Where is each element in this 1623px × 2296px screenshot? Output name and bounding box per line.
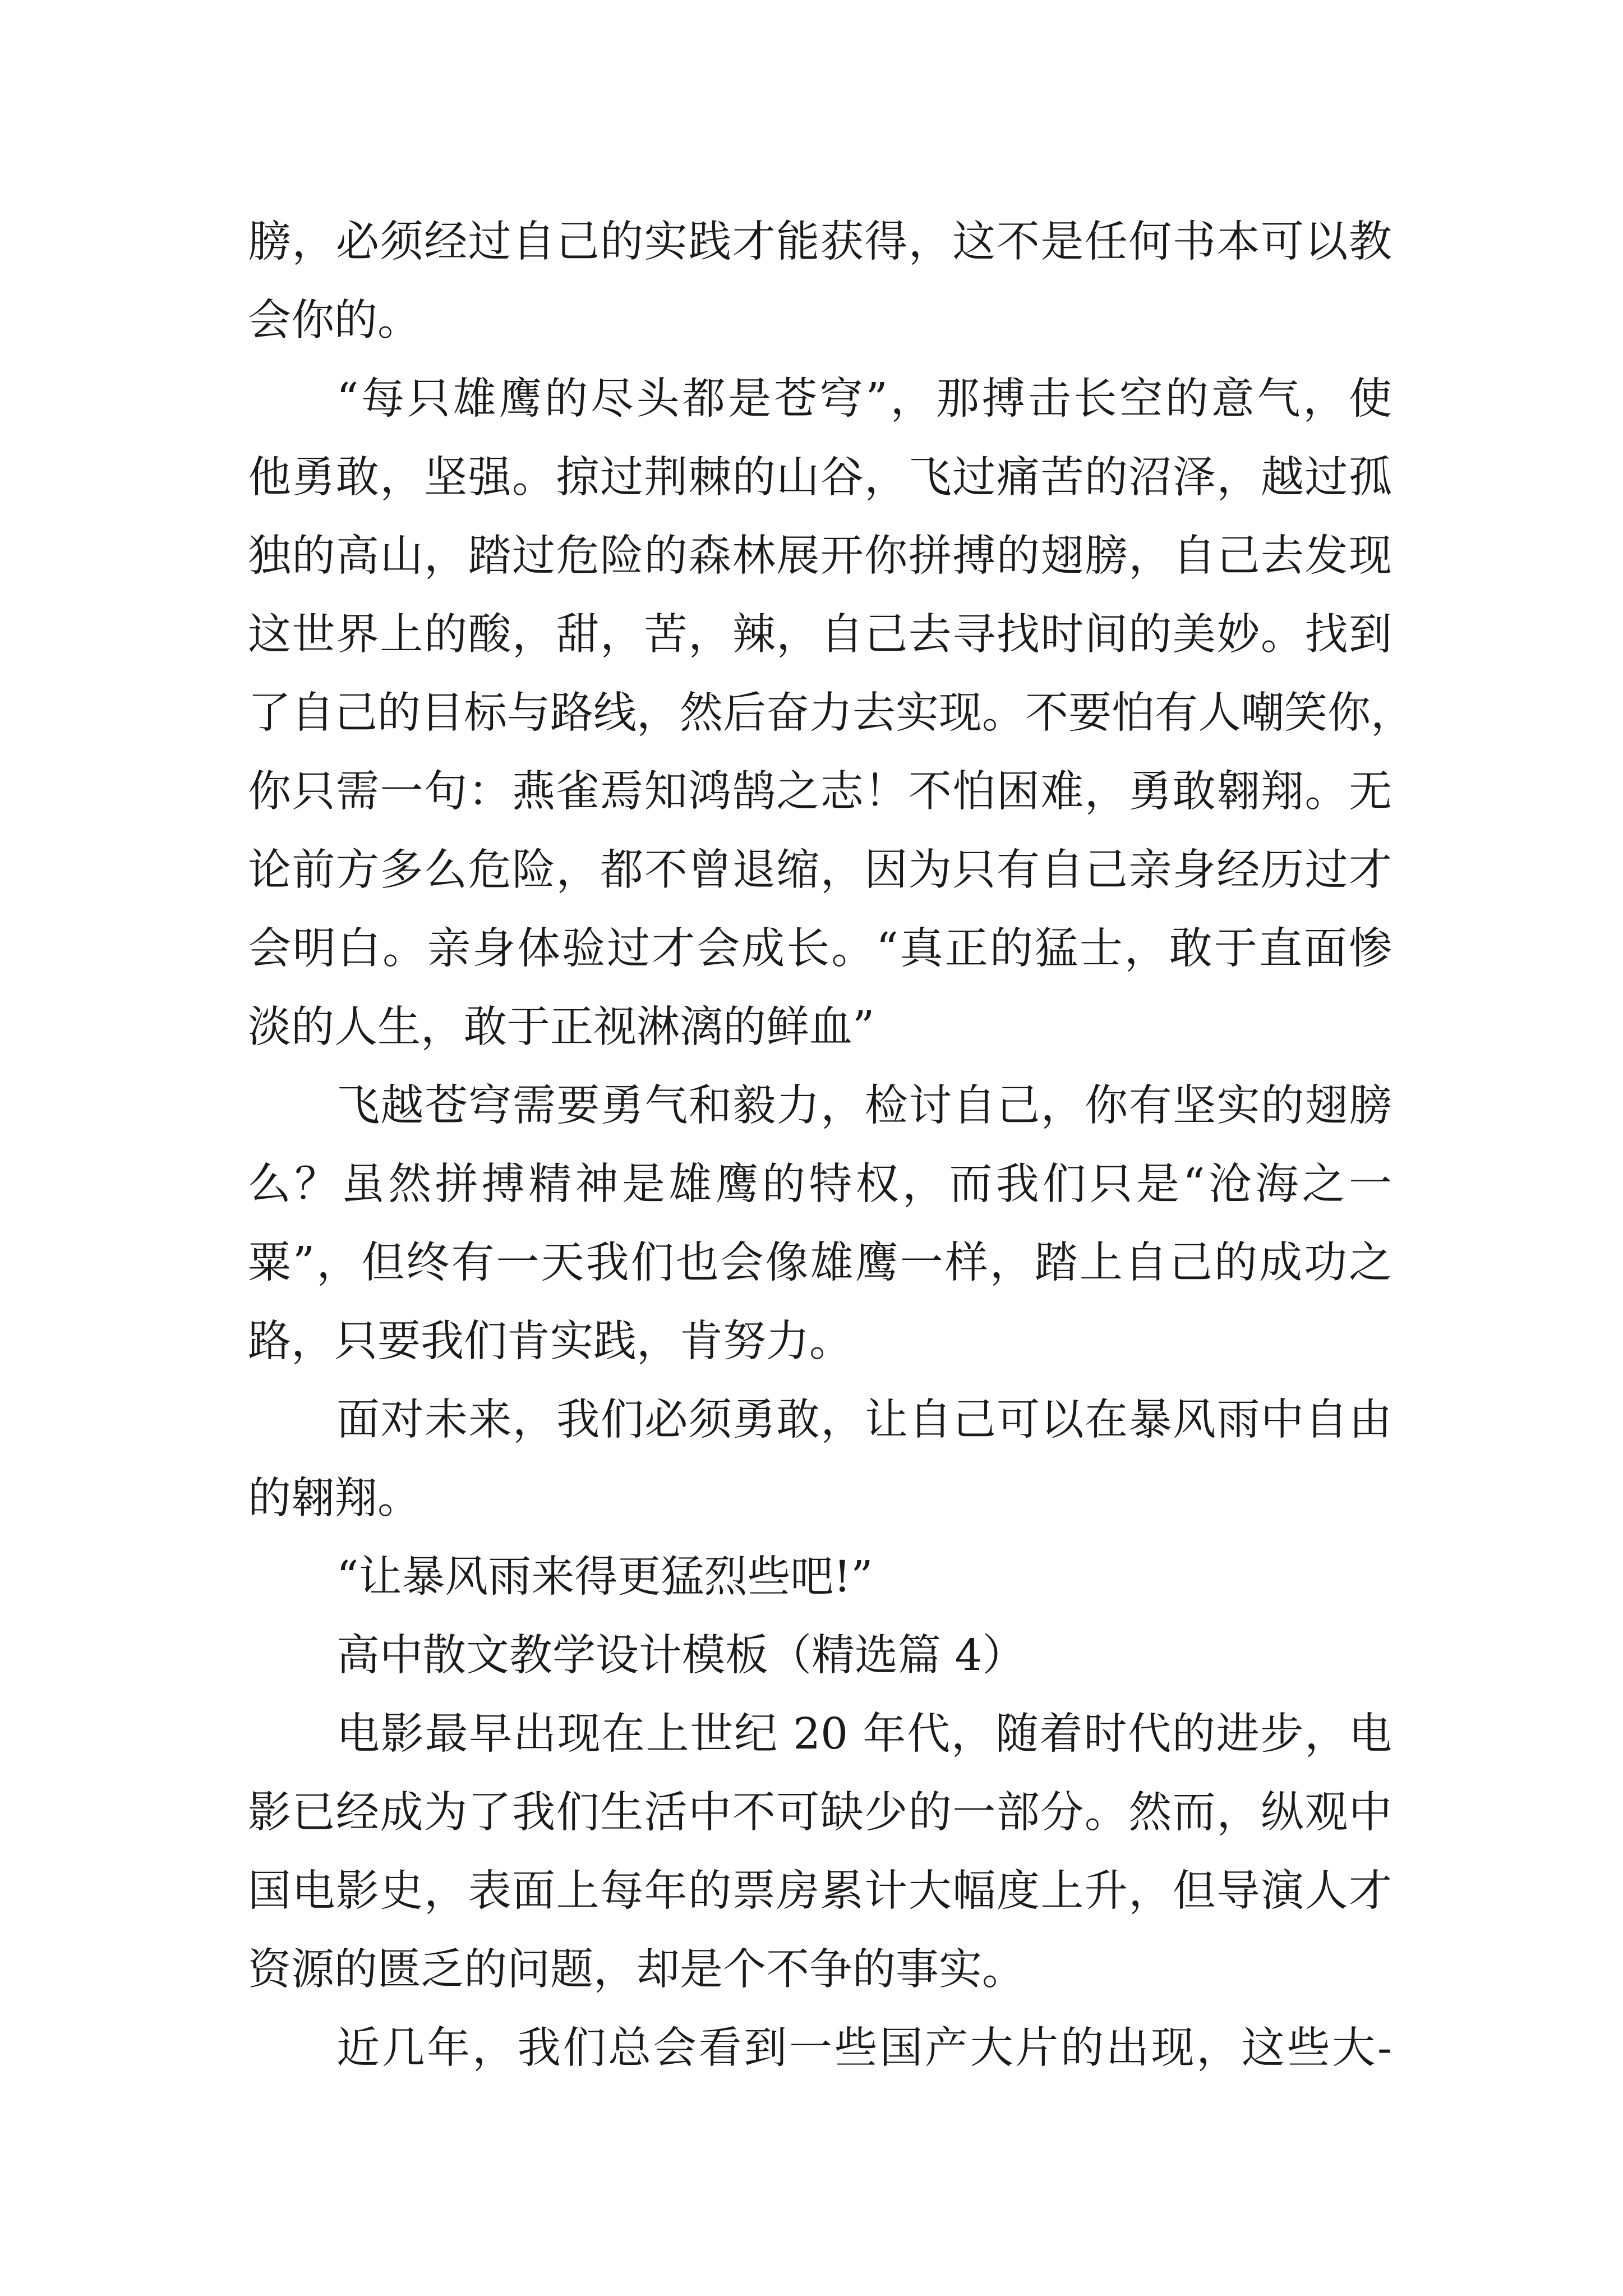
- text-line: 近几年，我们总会看到一些国产大片的出现，这些大-: [336, 2023, 1392, 2073]
- text-line: 么？虽然拼搏精神是雄鹰的特权，而我们只是“沧海之一: [248, 1159, 1392, 1209]
- text-line: “每只雄鹰的尽头都是苍穹”，那搏击长空的意气，使: [336, 374, 1392, 424]
- text-line: 膀，必须经过自己的实践才能获得，这不是任何书本可以教: [248, 217, 1392, 267]
- text-line: 会你的。: [248, 296, 421, 346]
- text-line: 论前方多么危险，都不曾退缩，因为只有自己亲身经历过才: [248, 845, 1392, 895]
- text-line: 资源的匮乏的问题，却是个不争的事实。: [248, 1945, 1025, 1995]
- text-line: 了自己的目标与路线，然后奋力去实现。不要怕有人嘲笑你，: [248, 688, 1414, 738]
- text-line: 面对未来，我们必须勇敢，让自己可以在暴风雨中自由: [336, 1395, 1392, 1445]
- text-line: 粟”，但终有一天我们也会像雄鹰一样，踏上自己的成功之: [248, 1238, 1392, 1288]
- text-line: 电影最早出现在上世纪 20 年代，随着时代的进步，电: [336, 1709, 1392, 1759]
- text-line: 独的高山，踏过危险的森林展开你拼搏的翅膀，自己去发现: [248, 531, 1392, 581]
- text-line: 他勇敢，坚强。掠过荆棘的山谷，飞过痛苦的沼泽，越过孤: [248, 453, 1392, 503]
- text-line: 这世界上的酸，甜，苦，辣，自己去寻找时间的美妙。找到: [248, 610, 1392, 660]
- text-line: “让暴风雨来得更猛烈些吧!”: [336, 1552, 873, 1602]
- text-line: 淡的人生，敢于正视淋漓的鲜血”: [248, 1002, 875, 1052]
- text-line: 你只需一句：燕雀焉知鸿鹄之志！不怕困难，勇敢翱翔。无: [248, 767, 1392, 817]
- text-line: 路，只要我们肯实践，肯努力。: [248, 1317, 852, 1366]
- text-line: 国电影史，表面上每年的票房累计大幅度上升，但导演人才: [248, 1866, 1392, 1916]
- section-heading: 高中散文教学设计模板（精选篇 4）: [336, 1631, 1026, 1681]
- text-line: 影已经成为了我们生活中不可缺少的一部分。然而，纵观中: [248, 1788, 1392, 1838]
- text-line: 的翱翔。: [248, 1474, 421, 1524]
- text-line: 飞越苍穹需要勇气和毅力，检讨自己，你有坚实的翅膀: [336, 1081, 1392, 1131]
- text-line: 会明白。亲身体验过才会成长。“真正的猛士，敢于直面惨: [248, 924, 1392, 974]
